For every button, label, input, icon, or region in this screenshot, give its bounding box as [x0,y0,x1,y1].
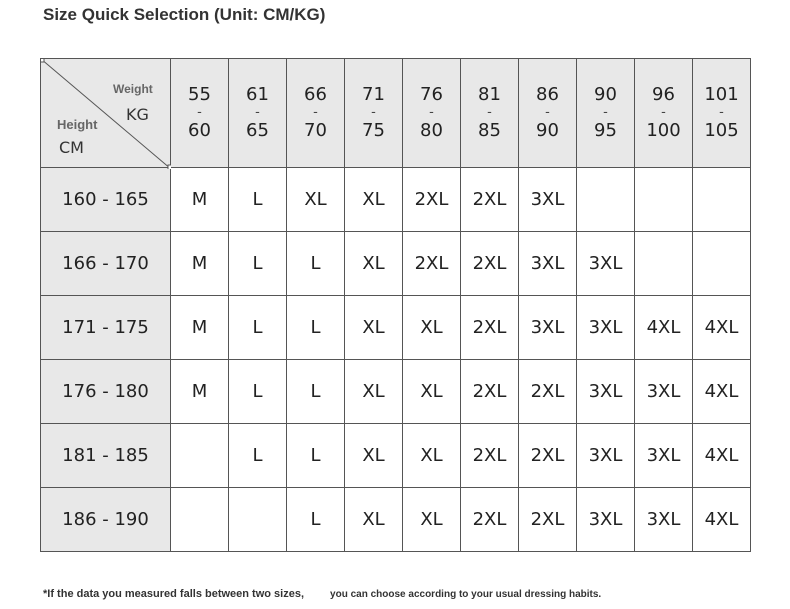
size-cell: 3XL [519,232,577,296]
size-cell [229,488,287,552]
size-cell [693,168,751,232]
size-cell: 4XL [693,296,751,360]
size-cell: 3XL [577,424,635,488]
size-cell: M [171,168,229,232]
size-cell: M [171,232,229,296]
corner-cell [41,59,171,168]
size-cell: 3XL [519,296,577,360]
height-label: Height [57,117,98,132]
size-cell: XL [403,424,461,488]
height-range-cell: 171 - 175 [41,296,171,360]
weight-range-from: 61 [246,84,269,105]
size-chart-table [40,58,751,552]
size-cell: 2XL [461,232,519,296]
size-cell: L [287,488,345,552]
size-cell [693,232,751,296]
size-cell: XL [403,296,461,360]
size-cell: 3XL [635,488,693,552]
range-dash: - [313,105,318,120]
size-cell [577,168,635,232]
size-cell: 2XL [519,424,577,488]
size-cell: XL [403,360,461,424]
size-cell: XL [345,488,403,552]
size-cell [635,168,693,232]
size-cell: XL [345,232,403,296]
size-cell: 4XL [693,488,751,552]
weight-range-from: 76 [420,84,443,105]
size-cell: XL [345,360,403,424]
size-cell: L [287,424,345,488]
size-cell: L [287,296,345,360]
size-cell: 2XL [461,424,519,488]
range-dash: - [429,105,434,120]
weight-range-to: 80 [420,120,443,141]
size-cell: L [229,424,287,488]
range-dash: - [661,105,666,120]
weight-range-to: 65 [246,120,269,141]
size-cell: L [229,232,287,296]
size-cell [635,232,693,296]
weight-range-header [693,59,751,168]
range-dash: - [603,105,608,120]
height-range-cell: 160 - 165 [41,168,171,232]
table-row [41,232,751,296]
height-range-cell: 166 - 170 [41,232,171,296]
size-cell: 3XL [577,488,635,552]
weight-range-header [577,59,635,168]
weight-range-from: 101 [704,84,739,105]
weight-range-to: 85 [478,120,501,141]
weight-range-to: 90 [536,120,559,141]
size-cell: L [229,168,287,232]
size-cell: 3XL [519,168,577,232]
table-row [41,168,751,232]
size-cell: M [171,296,229,360]
size-cell: 2XL [403,168,461,232]
size-cell: 3XL [635,360,693,424]
weight-range-header [171,59,229,168]
size-cell: XL [287,168,345,232]
table-row [41,488,751,552]
size-cell: 4XL [693,360,751,424]
weight-unit: KG [126,105,149,124]
weight-range-from: 71 [362,84,385,105]
weight-range-header [229,59,287,168]
table-row [41,360,751,424]
table-row [41,424,751,488]
weight-label: Weight [113,82,153,96]
weight-range-header [287,59,345,168]
weight-range-from: 55 [188,84,211,105]
weight-range-from: 81 [478,84,501,105]
footnote [43,588,601,600]
size-cell: XL [345,424,403,488]
size-cell: 2XL [461,360,519,424]
size-cell: 2XL [461,296,519,360]
range-dash: - [197,105,202,120]
size-cell: 2XL [519,488,577,552]
weight-range-header [635,59,693,168]
size-cell [171,488,229,552]
size-cell: 3XL [577,232,635,296]
range-dash: - [371,105,376,120]
range-dash: - [487,105,492,120]
size-cell: XL [345,296,403,360]
range-dash: - [255,105,260,120]
weight-range-to: 95 [594,120,617,141]
size-cell: 2XL [461,488,519,552]
size-cell: XL [403,488,461,552]
weight-range-from: 96 [652,84,675,105]
height-range-cell: 176 - 180 [41,360,171,424]
weight-range-to: 60 [188,120,211,141]
table-row [41,296,751,360]
page-title: Size Quick Selection (Unit: CM/KG) [43,5,326,24]
size-cell: L [287,360,345,424]
size-cell: L [287,232,345,296]
weight-range-header [461,59,519,168]
footnote-part2: you can choose according to your usual dressing habits. [330,589,602,600]
size-cell: 3XL [577,296,635,360]
weight-range-from: 86 [536,84,559,105]
size-cell [171,424,229,488]
size-cell: XL [345,168,403,232]
size-cell: 3XL [635,424,693,488]
size-cell: 2XL [461,168,519,232]
height-range-cell: 181 - 185 [41,424,171,488]
height-range-cell: 186 - 190 [41,488,171,552]
weight-range-to: 100 [646,120,681,141]
size-cell: L [229,360,287,424]
size-cell: M [171,360,229,424]
weight-range-to: 70 [304,120,327,141]
size-cell: 4XL [693,424,751,488]
weight-range-from: 90 [594,84,617,105]
weight-range-to: 75 [362,120,385,141]
range-dash: - [545,105,550,120]
weight-range-from: 66 [304,84,327,105]
weight-range-header [519,59,577,168]
size-cell: 3XL [577,360,635,424]
weight-range-header [403,59,461,168]
weight-range-header [345,59,403,168]
size-cell: 4XL [635,296,693,360]
table-header-row [41,59,751,168]
height-unit: CM [59,138,84,157]
size-cell: 2XL [519,360,577,424]
size-cell: 2XL [403,232,461,296]
weight-range-to: 105 [704,120,739,141]
size-cell: L [229,296,287,360]
footnote-part1: *If the data you measured falls between two sizes, [43,588,305,600]
range-dash: - [719,105,724,120]
